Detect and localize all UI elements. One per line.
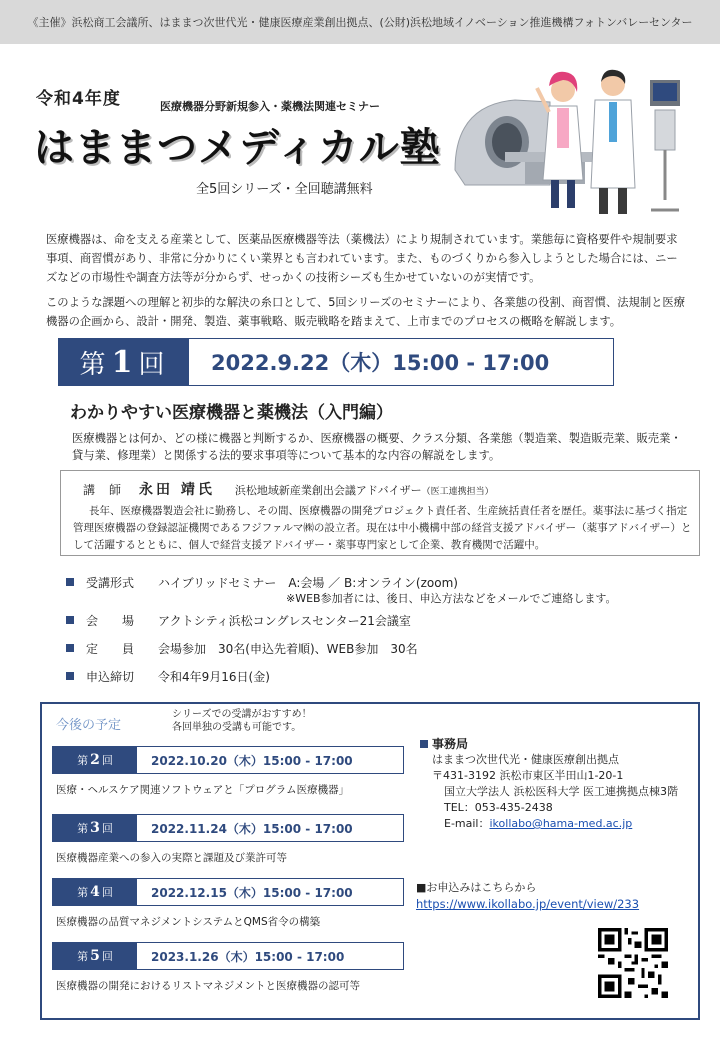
- session-bar: [52, 878, 404, 906]
- page-title: はままつメディカル塾: [34, 125, 441, 171]
- intro-text: [46, 230, 686, 337]
- lecturer-box: [60, 470, 700, 556]
- email-link[interactable]: ikollabo@hama-med.ac.jp: [489, 817, 633, 830]
- session-number: 第 4 回: [53, 879, 137, 905]
- secretariat-info: [420, 736, 700, 832]
- organizers-banner: [0, 0, 720, 44]
- seminar-info: [66, 572, 706, 690]
- session-date: 2022.12.15（木）15:00 - 17:00: [151, 885, 353, 900]
- info-format: 受講形式 ハイブリッドセミナー A:会場 ／ B:オンライン(zoom) ※WEB参加者には、後日、申込方法などをメールでご連絡します。: [66, 572, 706, 606]
- organizers-text: 《主催》浜松商工会議所、はままつ次世代光・健康医療産業創出拠点、(公財)浜松地域イノベーション推進機構フォトンバレーセンター: [27, 16, 693, 29]
- ct-scanner-icon: [455, 100, 615, 185]
- secretariat-building: 国立大学法人 浜松医科大学 医工連携拠点棟3階: [444, 785, 678, 798]
- bullet-square-icon: [66, 672, 74, 680]
- info-deadline: 申込締切 令和4年9月16日(金): [66, 662, 706, 690]
- secretariat-email-row: E-mail：ikollabo@hama-med.ac.jp: [444, 817, 633, 830]
- session1-number-label: 第 1 回: [59, 339, 189, 385]
- secretariat-tel: TEL：053-435-2438: [444, 801, 553, 814]
- bullet-square-icon: [420, 740, 428, 748]
- seminar-subtitle: 医療機器分野新規参入・薬機法関連セミナー: [160, 100, 380, 113]
- session-number: 第 2 回: [53, 747, 137, 773]
- apply-label: ■お申込みはこちらから: [416, 881, 537, 894]
- series-note: 全5回シリーズ・全回聴講無料: [196, 182, 373, 197]
- bullet-square-icon: [66, 616, 74, 624]
- male-doctor-icon: [591, 70, 635, 214]
- session-bar: [52, 814, 404, 842]
- schedule-session: [52, 814, 404, 865]
- apply-section: [416, 880, 706, 913]
- session-date: 2022.11.24（木）15:00 - 17:00: [151, 821, 353, 836]
- apply-url-link[interactable]: https://www.ikollabo.jp/event/view/233: [416, 897, 640, 911]
- session-bar: [52, 746, 404, 774]
- session1-header: [58, 338, 614, 386]
- lecturer-header: [83, 479, 494, 499]
- session-bar: [52, 942, 404, 970]
- info-capacity: 定 員 会場参加 30名(申込先着順)、WEB参加 30名: [66, 634, 706, 662]
- qr-code-icon[interactable]: [598, 928, 668, 998]
- intro-paragraph: このような課題への理解と初歩的な解決の糸口として、5回シリーズのセミナーにより、各業態の役割、商習慣、法規制と医療機器の企画から、設計・開発、製造、薬事戦略、販売戦略を踏まえて、上市までのプロセスの概略を解説します。: [46, 296, 686, 328]
- schedule-title: 今後の予定: [56, 718, 122, 733]
- session-topic: 医療機器の品質マネジメントシステムとQMS省令の構築: [56, 916, 321, 928]
- lecturer-bio: 長年、医療機器製造会社に勤務し、その間、医療機器の開発プロジェクト責任者、生産統括責任者を歴任。薬事法に基づく指定管理医療機器の登録認証機関であるフジファルマ㈱の設立者。現在は中小機構中部の経営支援アドバイザー（薬事アドバイザー）として活躍するとともに、個人で経営支援アドバイザー・薬事専門家として企業、教育機関で活躍中。: [73, 505, 692, 551]
- session1-date: 2022.9.22（木）15:00 - 17:00: [211, 351, 550, 375]
- session-topic: 医療機器の開発におけるリストマネジメントと医療機器の認可等: [56, 980, 360, 992]
- session-number: 第 3 回: [53, 815, 137, 841]
- intro-paragraph: 医療機器は、命を支える産業として、医薬品医療機器等法（薬機法）により規制されています。業態毎に資格要件や規制要求事項、商習慣があり、非常に分かりにくい業界とも言われています。また、ものづくりから参入しようとした場合には、ニーズなどの市場性や調査方法等が分からず、せっかくの技術シーズも生かせていないのが実情です。: [46, 233, 678, 284]
- format-note: ※WEB参加者には、後日、申込方法などをメールでご連絡します。: [286, 592, 617, 605]
- lecturer-affiliation: 浜松地域新産業創出会議アドバイザー（医工連携担当）: [234, 484, 494, 497]
- schedule-note: シリーズでの受講がおすすめ！ 各回単独の受講も可能です。: [172, 709, 312, 733]
- schedule-session: [52, 878, 404, 929]
- session-topic: 医療機器産業への参入の実際と課題及び業許可等: [56, 852, 287, 864]
- secretariat-name: はままつ次世代光・健康医療創出拠点: [432, 753, 619, 766]
- patient-monitor-icon: [650, 80, 680, 210]
- medical-staff-illustration: [445, 60, 695, 220]
- lecturer-role: 講師: [83, 483, 136, 497]
- bullet-square-icon: [66, 644, 74, 652]
- session-date: 2023.1.26（木）15:00 - 17:00: [151, 949, 345, 964]
- schedule-session: [52, 746, 404, 797]
- session-date: 2022.10.20（木）15:00 - 17:00: [151, 753, 353, 768]
- session1-title: わかりやすい医療機器と薬機法（入門編）: [70, 403, 393, 423]
- info-venue: 会 場 アクトシティ浜松コングレスセンター21会議室: [66, 606, 706, 634]
- secretariat-heading: 事務局: [420, 736, 700, 752]
- session1-description: 医療機器とは何か、どの様に機器と判断するか、医療機器の概要、クラス分類、各業態（製造業、製造販売業、販売業・貸与業、修理業）と関係する法的要求事項等について基本的な内容の解説をします。: [72, 432, 682, 462]
- fiscal-year: 令和4年度: [36, 89, 121, 109]
- session-topic: 医療・ヘルスケア関連ソフトウェアと「プログラム医療機器」: [56, 784, 350, 796]
- session-number: 第 5 回: [53, 943, 137, 969]
- bullet-square-icon: [66, 578, 74, 586]
- lecturer-name: 永田 靖氏: [139, 482, 215, 498]
- secretariat-address: 〒431-3192 浜松市東区半田山1-20-1: [432, 769, 624, 782]
- schedule-session: [52, 942, 404, 993]
